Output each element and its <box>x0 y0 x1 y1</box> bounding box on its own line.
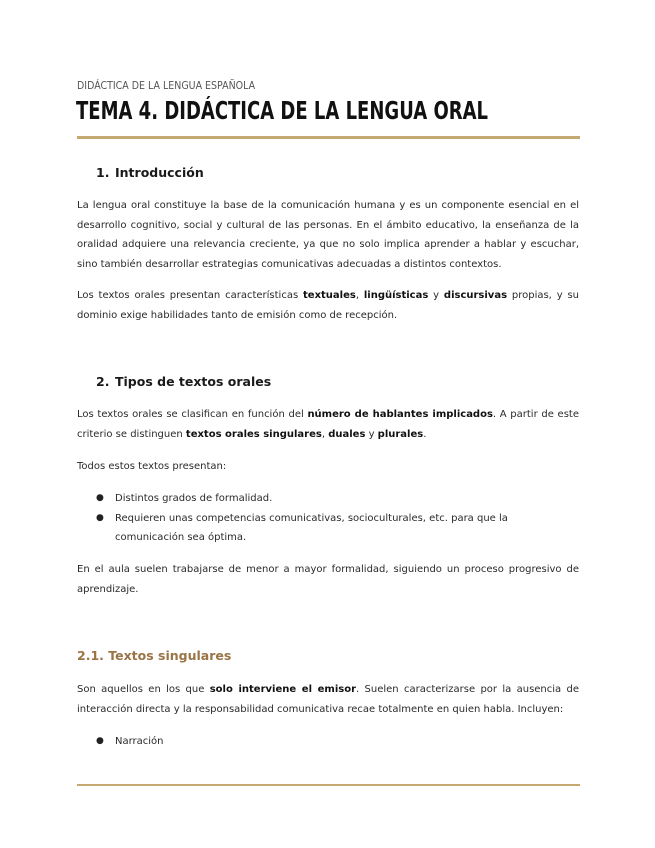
text-run: Los textos orales se clasifican en función del <box>77 409 308 420</box>
section-heading-tipos <box>96 374 271 389</box>
paragraph-intro-1: La lengua oral constituye la base de la comunicación humana y es un componente esencial en el desarrollo cognitivo, social y cultural de las personas. En el ámbito educativo, la enseñanza de la oralidad adquiere una relevancia creciente, ya que no solo implica aprender a hablar y escuchar, sino también desarrollar estrategias comunicativas adecuadas a distintos contextos. <box>77 200 579 270</box>
bullet-list-caracteristicas <box>77 489 579 548</box>
bullet-icon: ● <box>96 736 104 746</box>
text-run: Son aquellos en los que <box>77 684 210 695</box>
page-title: TEMA 4. DIDÁCTICA DE LA LENGUA ORAL <box>76 96 489 125</box>
text-run: , <box>321 428 329 440</box>
subject-label: DIDÁCTICA DE LA LENGUA ESPAÑOLA <box>77 79 256 92</box>
text-run: propias, y su dominio exige habilidades tanto de emisión como de recepción. <box>77 290 579 321</box>
bullet-list-singulares <box>77 732 579 752</box>
text-run: , <box>355 290 364 301</box>
paragraph-tipos-3: En el aula suelen trabajarse de menor a mayor formalidad, siguiendo un proceso progresivo de aprendizaje. <box>77 564 579 595</box>
text-run: . <box>423 428 427 440</box>
paragraph-singulares-1 <box>77 680 579 719</box>
bold-run: número de hablantes implicados <box>307 409 493 420</box>
text-run: . Suelen caracterizarse por la ausencia de interacción directa y la responsabilidad comunicativa recae totalmente en quien habla. Incluyen: <box>77 684 579 715</box>
list-item-text: Narración <box>115 736 164 747</box>
paragraph-intro-2 <box>77 286 579 325</box>
paragraph-tipos-1 <box>77 405 579 444</box>
text-run: y <box>428 290 444 301</box>
bold-run: duales <box>328 428 366 440</box>
section-title: Tipos de textos orales <box>115 374 272 389</box>
bold-run: textos orales singulares <box>185 428 322 440</box>
bold-run: textuales <box>303 290 356 301</box>
bullet-icon: ● <box>96 512 104 523</box>
list-item-text: Distintos grados de formalidad. <box>115 493 273 504</box>
subsection-heading-singulares: 2.1. Textos singulares <box>77 648 232 663</box>
list-item <box>77 489 579 509</box>
bold-run: plurales <box>377 428 424 440</box>
section-number: 1. <box>96 165 110 180</box>
bullet-icon: ● <box>96 493 104 503</box>
section-number: 2. <box>96 374 110 389</box>
section-title: Introducción <box>115 165 204 180</box>
bold-run: discursivas <box>443 290 508 301</box>
list-item-text: Requieren unas competencias comunicativas, socioculturales, etc. para que la comunicación sea óptima. <box>115 512 508 543</box>
text-run: y <box>365 428 378 440</box>
section-heading-introduccion <box>96 165 204 180</box>
paragraph-tipos-2: Todos estos textos presentan: <box>77 461 227 472</box>
text-run: Los textos orales presentan características <box>77 290 303 301</box>
title-divider <box>77 136 580 139</box>
list-item <box>77 732 579 752</box>
footer-divider <box>77 784 580 786</box>
list-item <box>77 509 579 548</box>
text-run: . A partir de este criterio se distinguen <box>77 409 579 440</box>
bold-run: lingüísticas <box>363 290 429 301</box>
bold-run: solo interviene el emisor <box>209 684 357 695</box>
